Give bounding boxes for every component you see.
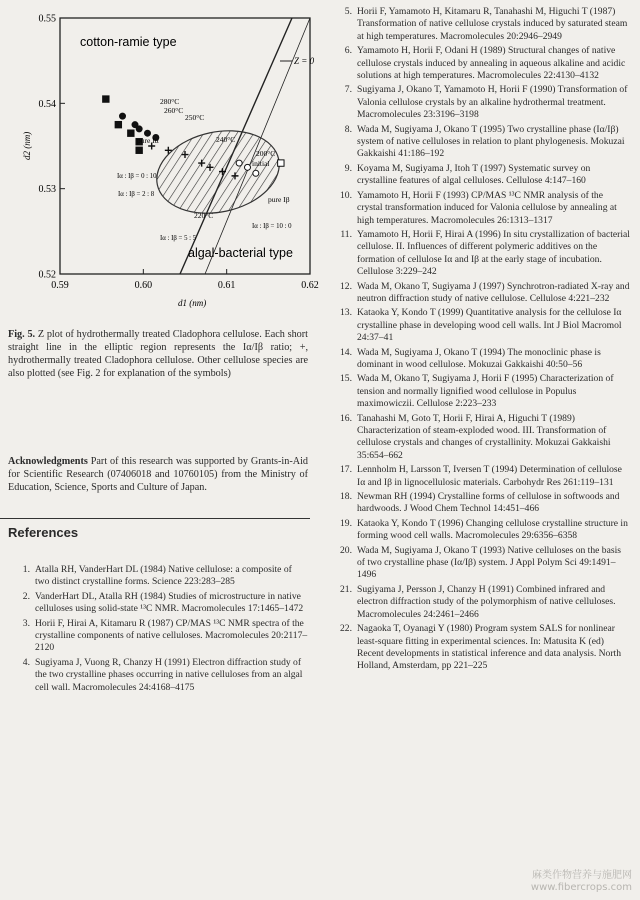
y-tick-label: 0.52 [38,269,56,281]
reference-item [8,591,308,616]
y-tick-label: 0.53 [38,184,56,196]
reference-number: 2. [22,590,30,602]
square-point [115,121,121,127]
reference-item [330,45,630,82]
y-tick-label: 0.54 [38,98,56,110]
figure-caption [8,328,308,380]
label-algal-bacterial: algal-bacterial type [188,246,293,260]
reference-text: Wada M, Okano T, Sugiyama J, Horii F (1995) Characterization of tension and normally lignified wood cellulose in Populus maximowiczii. Cellulose 2:223–233 [357,373,614,410]
reference-number: 20. [340,544,352,556]
reference-item [330,518,630,543]
ann-200: 200°C [256,149,276,158]
y-axis-label: d2 (nm) [22,131,32,160]
reference-number: 12. [340,280,352,292]
ack-text: Part of this research was supported by Grants-in-Aid for Scientific Research (07406018 and 10760105) from the Ministry of Education, Science, Sports and Culture of Japan. [8,456,309,493]
ann-250: 250°C [185,113,205,122]
reference-text: Kataoka Y, Kondo T (1996) Changing cellulose crystalline structure in forming wood cell walls. Macromolecules 29:6356–6358 [357,517,628,542]
reference-text: Yamamoto H, Horii F, Hirai A (1996) In situ crystallization of bacterial cellulose. II. Influences of different polymeric additives on the formation of cellulose Iα and Iβ at the early stage of incubation. Cellulose 3:229–242 [357,228,630,278]
circle-point [253,170,259,176]
ann-ratio-5-5: Iα : Iβ = 5 : 5 [160,235,197,242]
watermark-line1: 麻类作物营养与施肥网 [532,870,632,881]
references-right-column [330,6,630,675]
reference-text: Nagaoka T, Oyanagi Y (1980) Program system SALS for nonlinear least-square fitting in experimental sciences. In: Matusita K (ed) Recent developments in statistical inference and data analysis. North Holland, Amsterdam, pp 221–225 [357,623,622,672]
ann-240: 240°C [216,135,236,144]
reference-item [330,163,630,188]
reference-number: 21. [340,583,352,595]
reference-item [8,618,308,655]
figure-5 [20,6,320,326]
reference-text: Yamamoto H, Horii F, Odani H (1989) Structural changes of native cellulose crystals induced by annealing in aqueous alkaline and acidic solutions at high temperatures. Macromolecules 22:4130–4132 [357,45,626,82]
reference-text: Horii F, Hirai A, Kitamaru R (1987) CP/MAS ¹³C NMR spectra of the crystalline components of native celluloses. Macromolecules 20:2117–2120 [35,617,308,654]
circle-point [245,164,251,170]
circle-point [136,126,142,132]
caption-text: Z plot of hydrothermally treated Cladophora cellulose. Each short straight line in the elliptic region represents the Iα/Iβ ratio; +, hydrothermally treated Cladophora cellulose. Other cellulose species are also plotted (see Fig. 2 for explanation of the symbols) [8,329,308,379]
ann-280: 280°C [160,97,180,106]
reference-item [330,464,630,489]
reference-item [330,491,630,516]
watermark-line2: www.fibercrops.com [530,882,632,893]
z-label: Z = 0 [294,56,315,66]
reference-text: Tanahashi M, Goto T, Horii F, Hirai A, Higuchi T (1989) Characterization of steam-exploded wood. III. Transformation of cellulose crystals and changes of crystallinity. Mokuzai Gakkaishi 35:654–662 [357,412,611,461]
square-point [278,160,284,166]
reference-number: 6. [344,45,352,57]
reference-item [330,347,630,372]
reference-text: Lennholm H, Larsson T, Iversen T (1994) Determination of cellulose Iα and Iβ in lignocellulosic materials. Carbohydr Res 261:119–131 [357,464,622,488]
z-plot-chart [20,6,320,326]
reference-item [330,623,630,673]
reference-text: Wada M, Sugiyama J, Okano T (1993) Native celluloses on the basis of two crystalline phase (Iα/Iβ) system. J Appl Polym Sci 49:1491–1496 [357,544,621,581]
reference-text: Wada M, Sugiyama J, Okano T (1995) Two crystalline phase (Iα/Iβ) system of native celluloses in relation to plant phylogenesis. Mokuzai Gakkaishi 41:186–192 [357,123,625,160]
x-tick-label: 0.60 [134,280,153,291]
references-left-column [8,564,308,696]
circle-point [236,160,242,166]
reference-text: Koyama M, Sugiyama J, Itoh T (1997) Systematic survey on crystalline features of algal celluloses. Cellulose 4:147–160 [357,162,591,187]
reference-number: 14. [340,346,352,358]
reference-item [8,564,308,589]
reference-item [330,413,630,463]
reference-text: Wada M, Sugiyama J, Okano T (1994) The monoclinic phase is dominant in wood cellulose. Mokuzai Gakkaishi 40:50–56 [357,346,601,370]
reference-number: 13. [340,307,352,319]
reference-number: 19. [340,517,352,529]
reference-item [330,281,630,306]
caption-lead: Fig. 5. [8,329,36,340]
ann-ratio-2-8: Iα : Iβ = 2 : 8 [118,191,155,198]
reference-number: 1. [22,564,30,575]
section-rule [0,518,310,519]
reference-text: Newman RH (1994) Crystalline forms of cellulose in softwoods and hardwoods. J Wood Chem Technol 14:451–466 [357,491,620,515]
reference-text: Horii F, Yamamoto H, Kitamaru R, Tanahashi M, Higuchi T (1987) Transformation of native cellulose crystals induced by saturated steam at high temperatures. Macromolecules 20:2946–2949 [357,6,628,42]
reference-item [330,373,630,410]
reference-number: 9. [344,162,352,174]
reference-number: 18. [340,491,352,503]
reference-text: VanderHart DL, Atalla RH (1984) Studies of microstructure in native celluloses using solid-state ¹³C NMR. Macromolecules 17:1465–1472 [35,590,304,615]
reference-item [330,307,630,344]
reference-item [330,6,630,43]
reference-number: 7. [344,84,352,96]
circle-point [120,113,126,119]
square-point [128,130,134,136]
reference-item [330,584,630,621]
reference-item [330,190,630,227]
square-point [103,96,109,102]
ack-lead: Acknowledgments [8,456,88,467]
reference-text: Atalla RH, VanderHart DL (1984) Native cellulose: a composite of two distinct crystalline forms. Science 223:283–285 [35,564,292,588]
reference-number: 16. [340,412,352,424]
reference-item [330,229,630,279]
reference-number: 8. [344,123,352,135]
x-tick-label: 0.61 [217,280,236,291]
ann-220: 220°C [194,211,214,220]
x-tick-label: 0.62 [301,280,319,291]
ann-pure-ib: pure Iβ [268,195,290,204]
reference-number: 4. [22,656,30,668]
reference-text: Kataoka Y, Kondo T (1999) Quantitative analysis for the cellulose Iα crystalline phase in developing wood cell walls. Int J Biol Macromol 24:37–41 [357,307,622,344]
x-axis-label: d1 (nm) [178,298,207,308]
ann-260: 260°C [164,106,184,115]
label-cotton-ramie: cotton-ramie type [80,35,177,49]
ann-ratio-0-10: Iα : Iβ = 0 : 10 [117,173,157,180]
reference-number: 22. [340,623,352,635]
reference-text: Sugiyama J, Persson J, Chanzy H (1991) Combined infrared and electron diffraction study of the polymorphism of native celluloses. Macromolecules 24:2461–2466 [357,583,616,620]
square-point [136,147,142,153]
watermark [531,870,632,894]
reference-text: Wada M, Okano T, Sugiyama J (1997) Synchrotron-radiated X-ray and neutron diffraction study of native cellulose. Cellulose 4:221–232 [357,280,630,304]
reference-item [8,657,308,694]
reference-text: Sugiyama J, Vuong R, Chanzy H (1991) Electron diffraction study of the two crystalline phases occurring in native celluloses from an algal cell wall. Macromolecules 24:4168–4175 [35,656,303,693]
reference-text: Sugiyama J, Okano T, Yamamoto H, Horii F (1990) Transformation of Valonia cellulose crystals by an alkaline hydrothermal treatment. Macromolecules 23:3196–3198 [357,84,628,121]
reference-number: 11. [340,228,352,240]
reference-text: Yamamoto H, Horii F (1993) CP/MAS ¹³C NMR analysis of the crystal transformation induced for Valonia cellulose by annealing at high temperatures. Macromolecules 26:1313–1317 [357,189,617,226]
reference-number: 17. [340,464,352,476]
reference-item [330,545,630,582]
acknowledgments [8,455,308,494]
reference-number: 15. [340,373,352,385]
reference-item [330,84,630,121]
reference-number: 10. [340,189,352,201]
reference-item [330,124,630,161]
ann-initial: initial [252,159,270,168]
y-tick-label: 0.55 [38,13,56,25]
reference-number: 5. [344,6,352,17]
references-heading: References [8,525,79,540]
ann-ratio-10-0: Iα : Iβ = 10 : 0 [252,223,292,230]
ann-pure-ia: pure Iα [137,136,159,145]
x-tick-label: 0.59 [51,280,69,291]
reference-number: 3. [22,617,30,629]
